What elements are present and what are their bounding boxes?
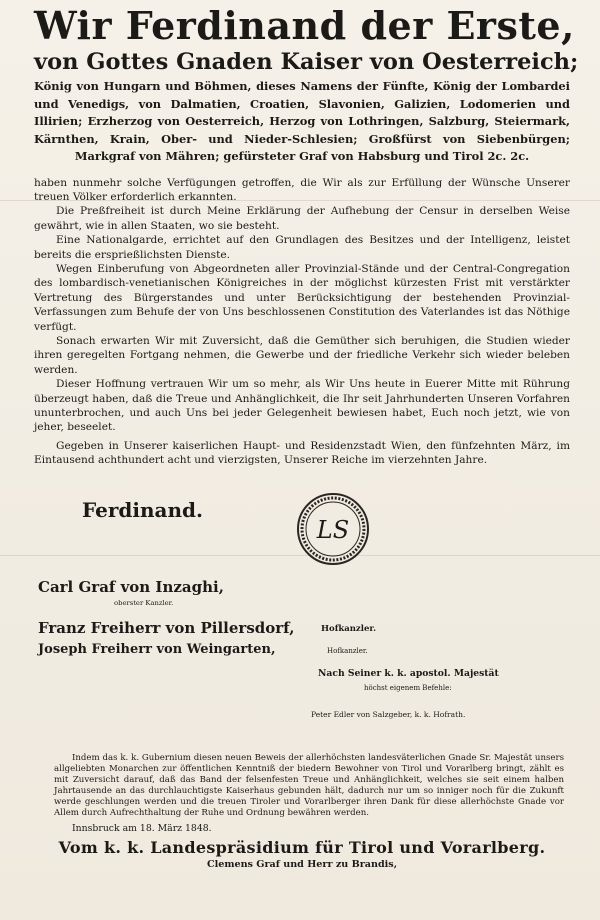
given-clause: Gegeben in Unserer kaiserlichen Haupt- und Residenzstadt Wien, den fünfzehnten März, im Eintausend achthundert acht und vierzigsten, Unserer Reiche im vierzehnten Jahre. <box>34 439 570 467</box>
signatory-name: Joseph Freiherr von Weingarten, <box>38 641 276 657</box>
proclamation-body <box>34 176 570 468</box>
svg-text:LS: LS <box>316 515 350 544</box>
signatory-name: Carl Graf von Inzaghi, <box>38 577 224 596</box>
imperial-titles: König von Hungarn und Böhmen, dieses Namens der Fünfte, König der Lombardei und Venedigs, von Dalmatien, Croatien, Slavonien, Galizien, Lodomerien und Illirien; Erzherzog von Oesterreich, Herzog von Lothringen, Salzburg, Steiermark, Kärnthen, Krain, Ober- und Nieder-Schlesien; Großfürst von Siebenbürgen; Markgraf von Mähren; gefürsteter Graf von Habsburg und Tirol 2c. 2c. <box>34 79 570 163</box>
body-paragraph: Die Preßfreiheit ist durch Meine Erklärung der Aufhebung der Censur in derselben Weise gewährt, wie in allen Staaten, wo sie besteht. <box>34 205 570 232</box>
notice-paragraph: Indem das k. k. Gubernium diesen neuen Beweis der allerhöchsten landesväterlichen Gnade Sr. Majestät unsers allgeliebten Monarchen zur öffentlichen Kenntniß der biedern Bewohner von Tirol und Vorarlberg bringt, zählt es mit Zuversicht darauf, daß das Band der felsenfesten Treue und Anhänglichkeit, welches sie seit einem halben Jahrtausende an das durchlauchtigste Kaiserhaus gebunden hält, dadurch nur um so inniger noch für die Zukunft werde geschlungen werden und die treuen Tiroler und Vorarlberger ihren Dank für diese allerhöchste Gnade vor Allem durch Aufrechthaltung der Ruhe und Ordnung bewähren werden. <box>54 752 564 818</box>
signatory-name: Franz Freiherr von Pillersdorf, <box>38 618 295 637</box>
body-paragraph: Dieser Hoffnung vertrauen Wir um so mehr, als Wir Uns heute in Euerer Mitte mit Rührung überzeugt haben, daß die Treue und Anhänglichkeit, die Ihr seit Jahrhunderten Unseren Vorfahren ununterbrochen, und auch Uns bei jeder Gelegenheit bewiesen habet, Euch noch jetzt, wie von jeher, beseelet. <box>34 378 570 434</box>
footer-signatory: Clemens Graf und Herr zu Brandis, <box>206 858 398 870</box>
secretary-signature: Peter Edler von Salzgeber, k. k. Hofrath. <box>311 709 466 719</box>
proclamation-subtitle: von Gottes Gnaden Kaiser von Oesterreich; <box>34 49 579 75</box>
signatory-title: Hofkanzler. <box>327 646 368 655</box>
signatory-title: oberster Kanzler. <box>114 598 174 607</box>
order-subline: höchst eigenem Befehle: <box>364 683 452 692</box>
order-line: Nach Seiner k. k. apostol. Majestät <box>318 667 499 679</box>
body-paragraph: Eine Nationalgarde, errichtet auf den Grundlagen des Besitzes und der Intelligenz, leistet bereits die ersprießlichsten Dienste. <box>34 234 570 261</box>
body-paragraph: haben nunmehr solche Verfügungen getroffen, die Wir als zur Erfüllung der Wünsche Unserer treuen Völker erforderlich erkannten. <box>34 176 570 203</box>
gubernium-notice <box>54 753 564 819</box>
signature-block <box>34 478 570 753</box>
date-line: Innsbruck am 18. März 1848. <box>72 822 212 834</box>
body-paragraph: Sonach erwarten Wir mit Zuversicht, daß die Gemüther sich beruhigen, die Studien wieder ihren geregelten Fortgang nehmen, die Gewerbe und der friedliche Verkehr sich wieder beleben werden. <box>34 334 570 376</box>
proclamation-title: Wir Ferdinand der Erste, <box>34 3 575 48</box>
body-paragraph: Wegen Einberufung von Abgeordneten aller Provinzial-Stände und der Central-Congregation des lombardisch-venetianischen Königreiches in der möglichst kürzesten Frist mit verstärkter Vertretung des Bürgerstandes und unter Berücksichtigung der bestehenden Provinzial-Verfassungen zum Behufe der von Uns beschlossenen Constitution des Vaterlandes ist das Nöthige verfügt. <box>34 262 570 333</box>
footer-authority: Vom k. k. Landespräsidium für Tirol und Vorarlberg. <box>58 837 546 857</box>
monarch-signature: Ferdinand. <box>82 497 203 522</box>
signatory-title: Hofkanzler. <box>321 623 377 634</box>
paper-fold-line <box>0 200 600 201</box>
seal-icon <box>296 492 370 566</box>
